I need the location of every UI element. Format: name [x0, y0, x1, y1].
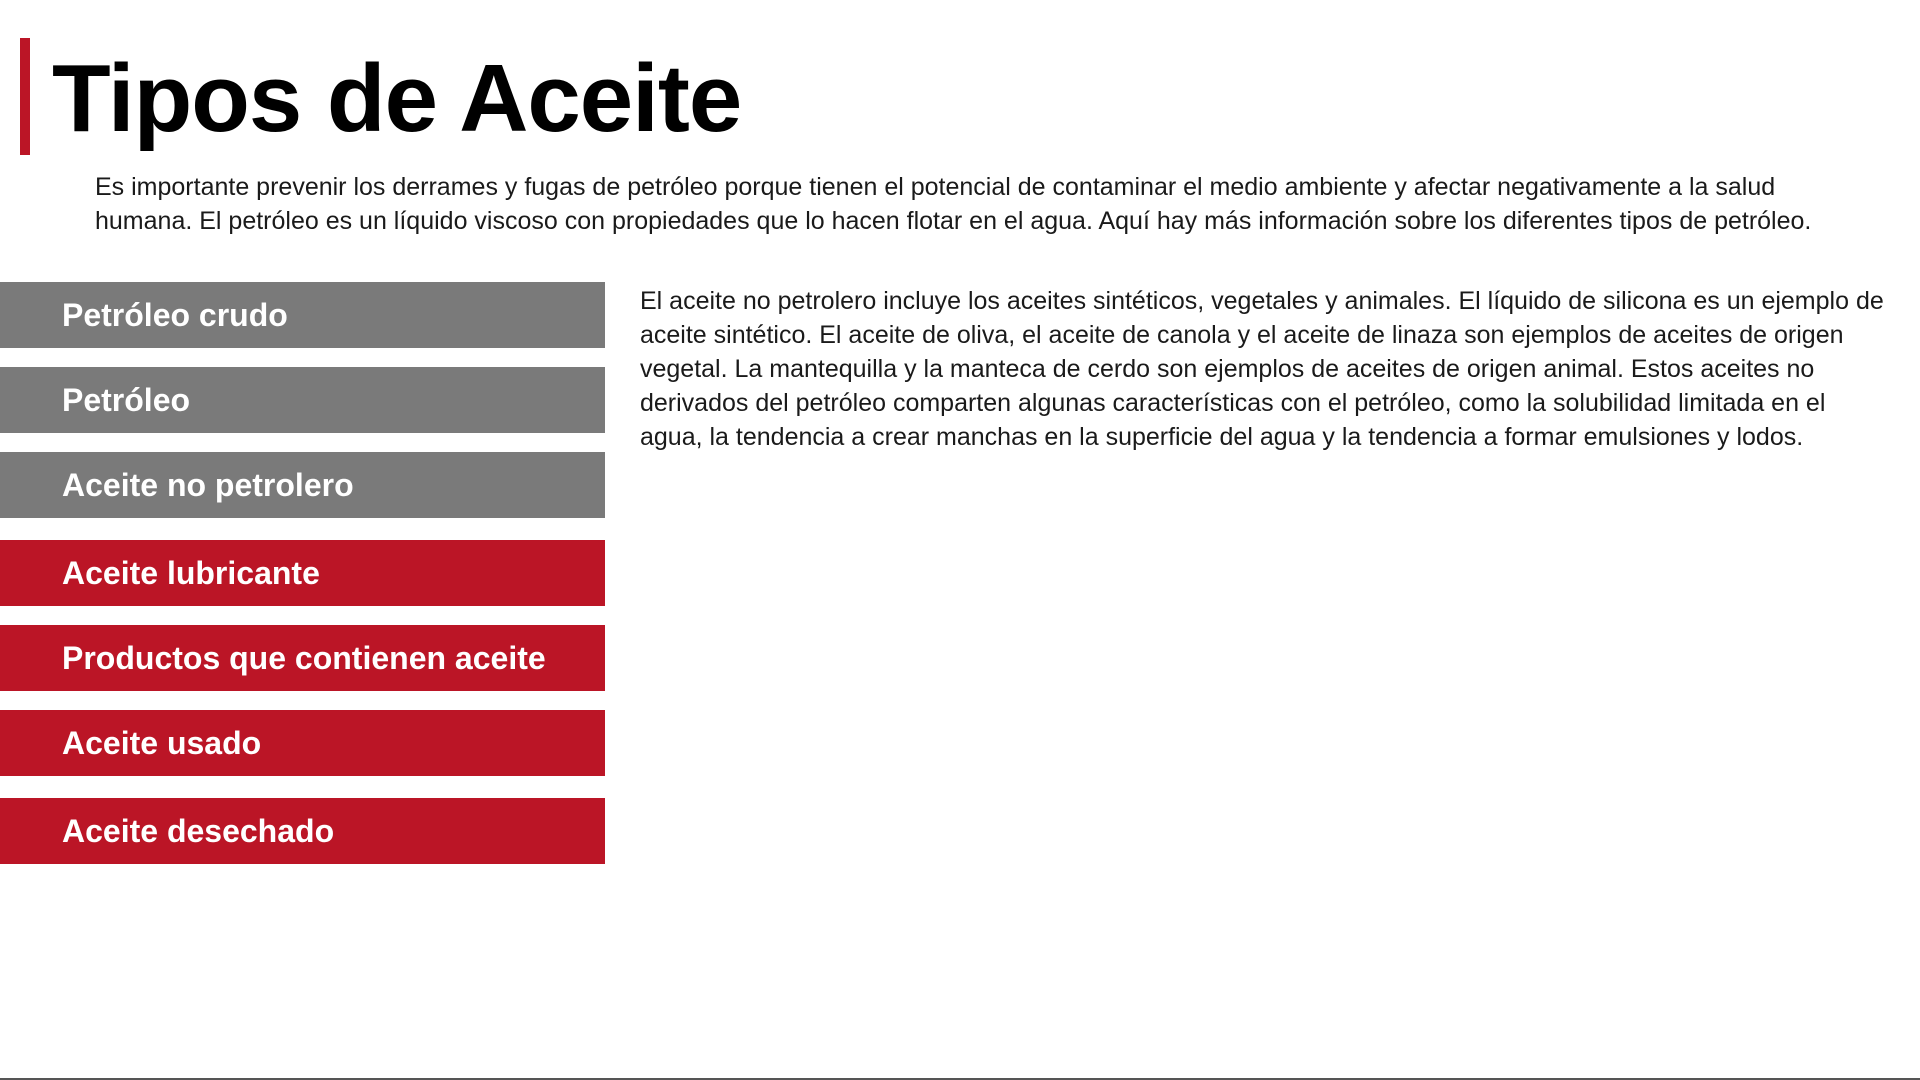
page-title: Tipos de Aceite — [52, 45, 742, 152]
nav-item-aceite-no-petrolero[interactable] — [0, 452, 605, 518]
nav-item-petroleo[interactable] — [0, 367, 605, 433]
nav-item-aceite-lubricante[interactable] — [0, 540, 605, 606]
nav-item-aceite-desechado[interactable] — [0, 798, 605, 864]
nav-item-productos-que-contienen-aceite[interactable] — [0, 625, 605, 691]
nav-item-label: Aceite usado — [62, 724, 262, 761]
nav-item-aceite-usado[interactable] — [0, 710, 605, 776]
nav-item-label: Petróleo — [62, 381, 191, 418]
nav-item-petroleo-crudo[interactable] — [0, 282, 605, 348]
nav-item-label: Aceite desechado — [62, 812, 335, 849]
nav-item-label: Aceite lubricante — [62, 554, 320, 591]
intro-text: Es importante prevenir los derrames y fugas de petróleo porque tienen el potencial de contaminar el medio ambiente y afectar negativamente a la salud humana. El petróleo es un líquido viscoso con propiedades que lo hacen flotar en el agua. Aquí hay más información sobre los diferentes tipos de petróleo. — [95, 173, 1812, 235]
content-text: El aceite no petrolero incluye los aceites sintéticos, vegetales y animales. El líquido de silicona es un ejemplo de aceite sintético. El aceite de oliva, el aceite de canola y el aceite de linaza son ejemplos de aceites de origen vegetal. La mantequilla y la manteca de cerdo son ejemplos de aceites de origen animal. Estos aceites no derivados del petróleo comparten algunas características con el petróleo, como la solubilidad limitada en el agua, la tendencia a crear manchas en la superficie del agua y la tendencia a formar emulsiones y lodos. — [640, 287, 1884, 451]
nav-item-label: Petróleo crudo — [62, 296, 288, 333]
nav-item-label: Aceite no petrolero — [62, 466, 354, 503]
nav-item-label: Productos que contienen aceite — [62, 639, 546, 676]
topic-nav — [0, 0, 605, 1080]
